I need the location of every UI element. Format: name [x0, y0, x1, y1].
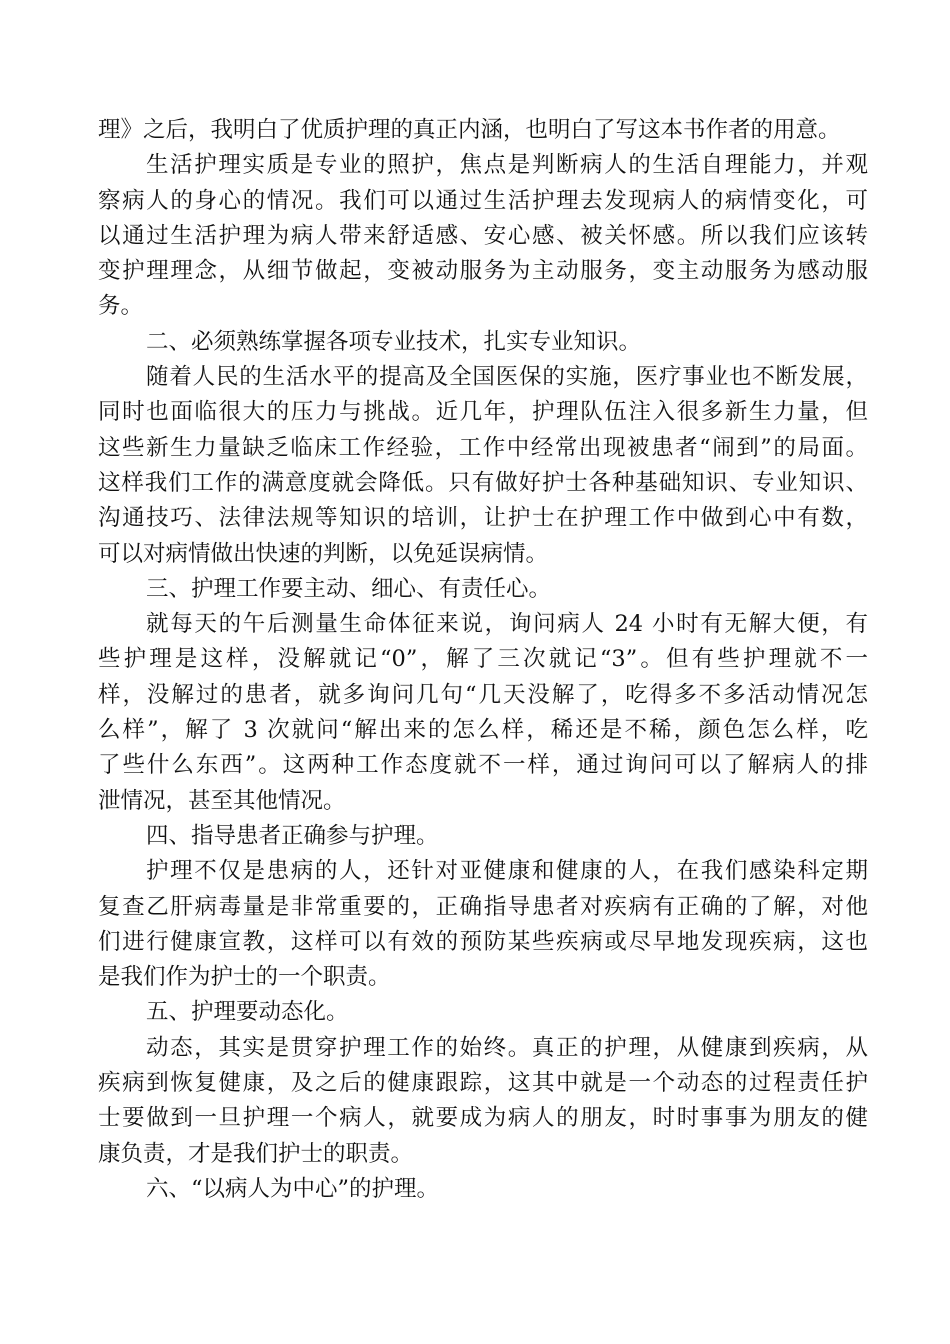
text-line: 务。: [98, 293, 144, 320]
section-heading: [98, 325, 868, 360]
document-body: [98, 113, 868, 1207]
text-line: 么样”，解了 3 次就问“解出来的怎么样，稀还是不稀，颜色怎么样，吃: [98, 717, 868, 744]
text-line: 这些新生力量缺乏临床工作经验，工作中经常出现被患者“闹到”的局面。: [98, 434, 868, 461]
section-heading: [98, 995, 868, 1030]
text-line: 察病人的身心的情况。我们可以通过生活护理去发现病人的病情变化，可: [98, 187, 868, 214]
text-line: 沟通技巧、法律法规等知识的培训，让护士在护理工作中做到心中有数，: [98, 505, 868, 532]
text-line: 样，没解过的患者，就多询问几句“几天没解了，吃得多不多活动情况怎: [98, 681, 868, 708]
text-line: 四、指导患者正确参与护理。: [146, 822, 439, 849]
text-line: 了些什么东西”。这两种工作态度就不一样，通过询问可以了解病人的排: [98, 752, 868, 779]
text-line: 就每天的午后测量生命体征来说，询问病人 24 小时有无解大便，有: [146, 611, 868, 638]
text-line: 可以对病情做出快速的判断，以免延误病情。: [98, 540, 549, 567]
text-line: 疾病到恢复健康，及之后的健康跟踪，这其中就是一个动态的过程责任护: [98, 1070, 868, 1097]
text-line: 二、必须熟练掌握各项专业技术，扎实专业知识。: [146, 328, 642, 355]
body-paragraph: [98, 113, 868, 148]
text-line: 康负责，才是我们护士的职责。: [98, 1140, 414, 1167]
text-line: 士要做到一旦护理一个病人，就要成为病人的朋友，时时事事为朋友的健: [98, 1105, 868, 1132]
text-line: 理》之后，我明白了优质护理的真正内涵，也明白了写这本书作者的用意。: [98, 117, 841, 143]
text-line: 这样我们工作的满意度就会降低。只有做好护士各种基础知识、专业知识、: [98, 469, 868, 496]
text-line: 们进行健康宣教，这样可以有效的预防某些疾病或尽早地发现疾病，这也: [98, 928, 868, 955]
body-paragraph: [98, 1031, 868, 1172]
body-paragraph: [98, 854, 868, 995]
body-paragraph: [98, 360, 868, 572]
text-line: 复查乙肝病毒量是非常重要的，正确指导患者对疾病有正确的了解，对他: [98, 893, 868, 920]
text-line: 随着人民的生活水平的提高及全国医保的实施，医疗事业也不断发展，: [146, 364, 868, 391]
text-line: 生活护理实质是专业的照护，焦点是判断病人的生活自理能力，并观: [146, 152, 868, 179]
section-heading: [98, 819, 868, 854]
text-line: 泄情况，甚至其他情况。: [98, 787, 346, 814]
text-line: 同时也面临很大的压力与挑战。近几年，护理队伍注入很多新生力量，但: [98, 399, 868, 426]
text-line: 护理不仅是患病的人，还针对亚健康和健康的人，在我们感染科定期: [146, 858, 868, 885]
section-heading: [98, 1172, 868, 1207]
text-line: 五、护理要动态化。: [146, 999, 349, 1026]
section-heading: [98, 572, 868, 607]
text-line: 动态，其实是贯穿护理工作的始终。真正的护理，从健康到疾病，从: [146, 1034, 868, 1061]
body-paragraph: [98, 148, 868, 324]
text-line: 是我们作为护士的一个职责。: [98, 964, 391, 991]
text-line: 六、“以病人为中心”的护理。: [146, 1175, 440, 1202]
text-line: 三、护理工作要主动、细心、有责任心。: [146, 575, 552, 602]
text-line: 变护理理念，从细节做起，变被动服务为主动服务，变主动服务为感动服: [98, 258, 868, 285]
text-line: 些护理是这样，没解就记“0”，解了三次就记“3”。但有些护理就不一: [98, 646, 868, 673]
text-line: 以通过生活护理为病人带来舒适感、安心感、被关怀感。所以我们应该转: [98, 222, 868, 249]
body-paragraph: [98, 607, 868, 819]
